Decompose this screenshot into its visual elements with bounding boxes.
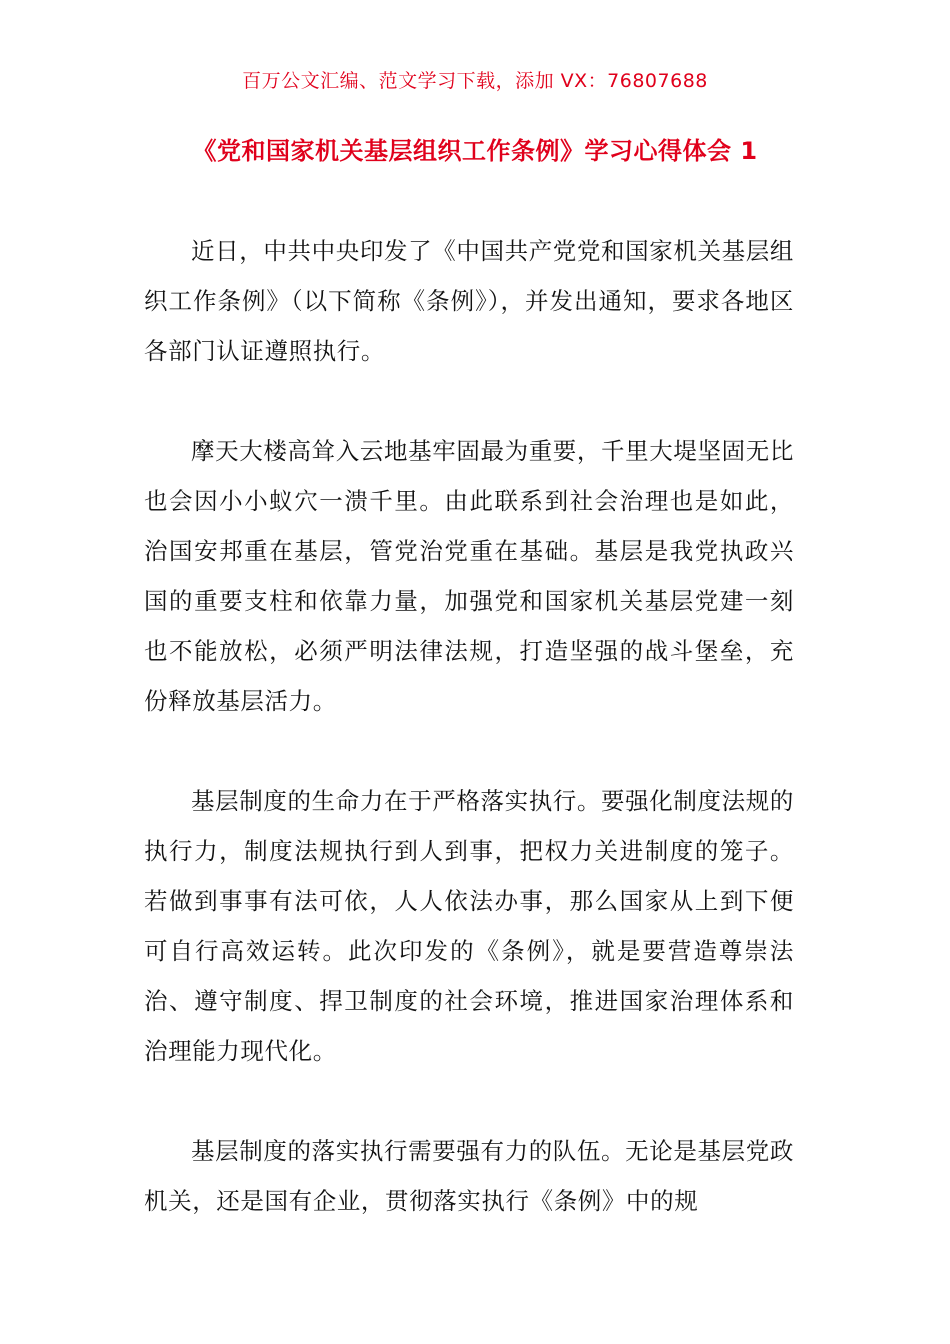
body-paragraph: 近日，中共中央印发了《中国共产党党和国家机关基层组织工作条例》（以下简称《条例》），并发出通知，要求各地区各部门认证遵照执行。 bbox=[144, 237, 794, 365]
document-title: 《党和国家机关基层组织工作条例》学习心得体会 1 bbox=[192, 137, 758, 165]
body-paragraph: 基层制度的生命力在于严格落实执行。要强化制度法规的执行力，制度法规执行到人到事，把权力关进制度的笼子。若做到事事有法可依，人人依法办事，那么国家从上到下便可自行高效运转。此次印发的《条例》，就是要营造尊崇法治、遵守制度、捍卫制度的社会环境，推进国家治理体系和治理能力现代化。 bbox=[144, 787, 794, 1065]
body-paragraph: 基层制度的落实执行需要强有力的队伍。无论是基层党政机关，还是国有企业，贯彻落实执行《条例》中的规 bbox=[144, 1137, 794, 1215]
header-watermark-note: 百万公文汇编、范文学习下载，添加 VX：76807688 bbox=[242, 70, 708, 92]
document-body bbox=[144, 226, 794, 1276]
body-paragraph: 摩天大楼高耸入云地基牢固最为重要，千里大堤坚固无比也会因小小蚁穴一溃千里。由此联系到社会治理也是如此，治国安邦重在基层，管党治党重在基础。基层是我党执政兴国的重要支柱和依靠力量，加强党和国家机关基层党建一刻也不能放松，必须严明法律法规，打造坚强的战斗堡垒，充份释放基层活力。 bbox=[144, 437, 794, 715]
